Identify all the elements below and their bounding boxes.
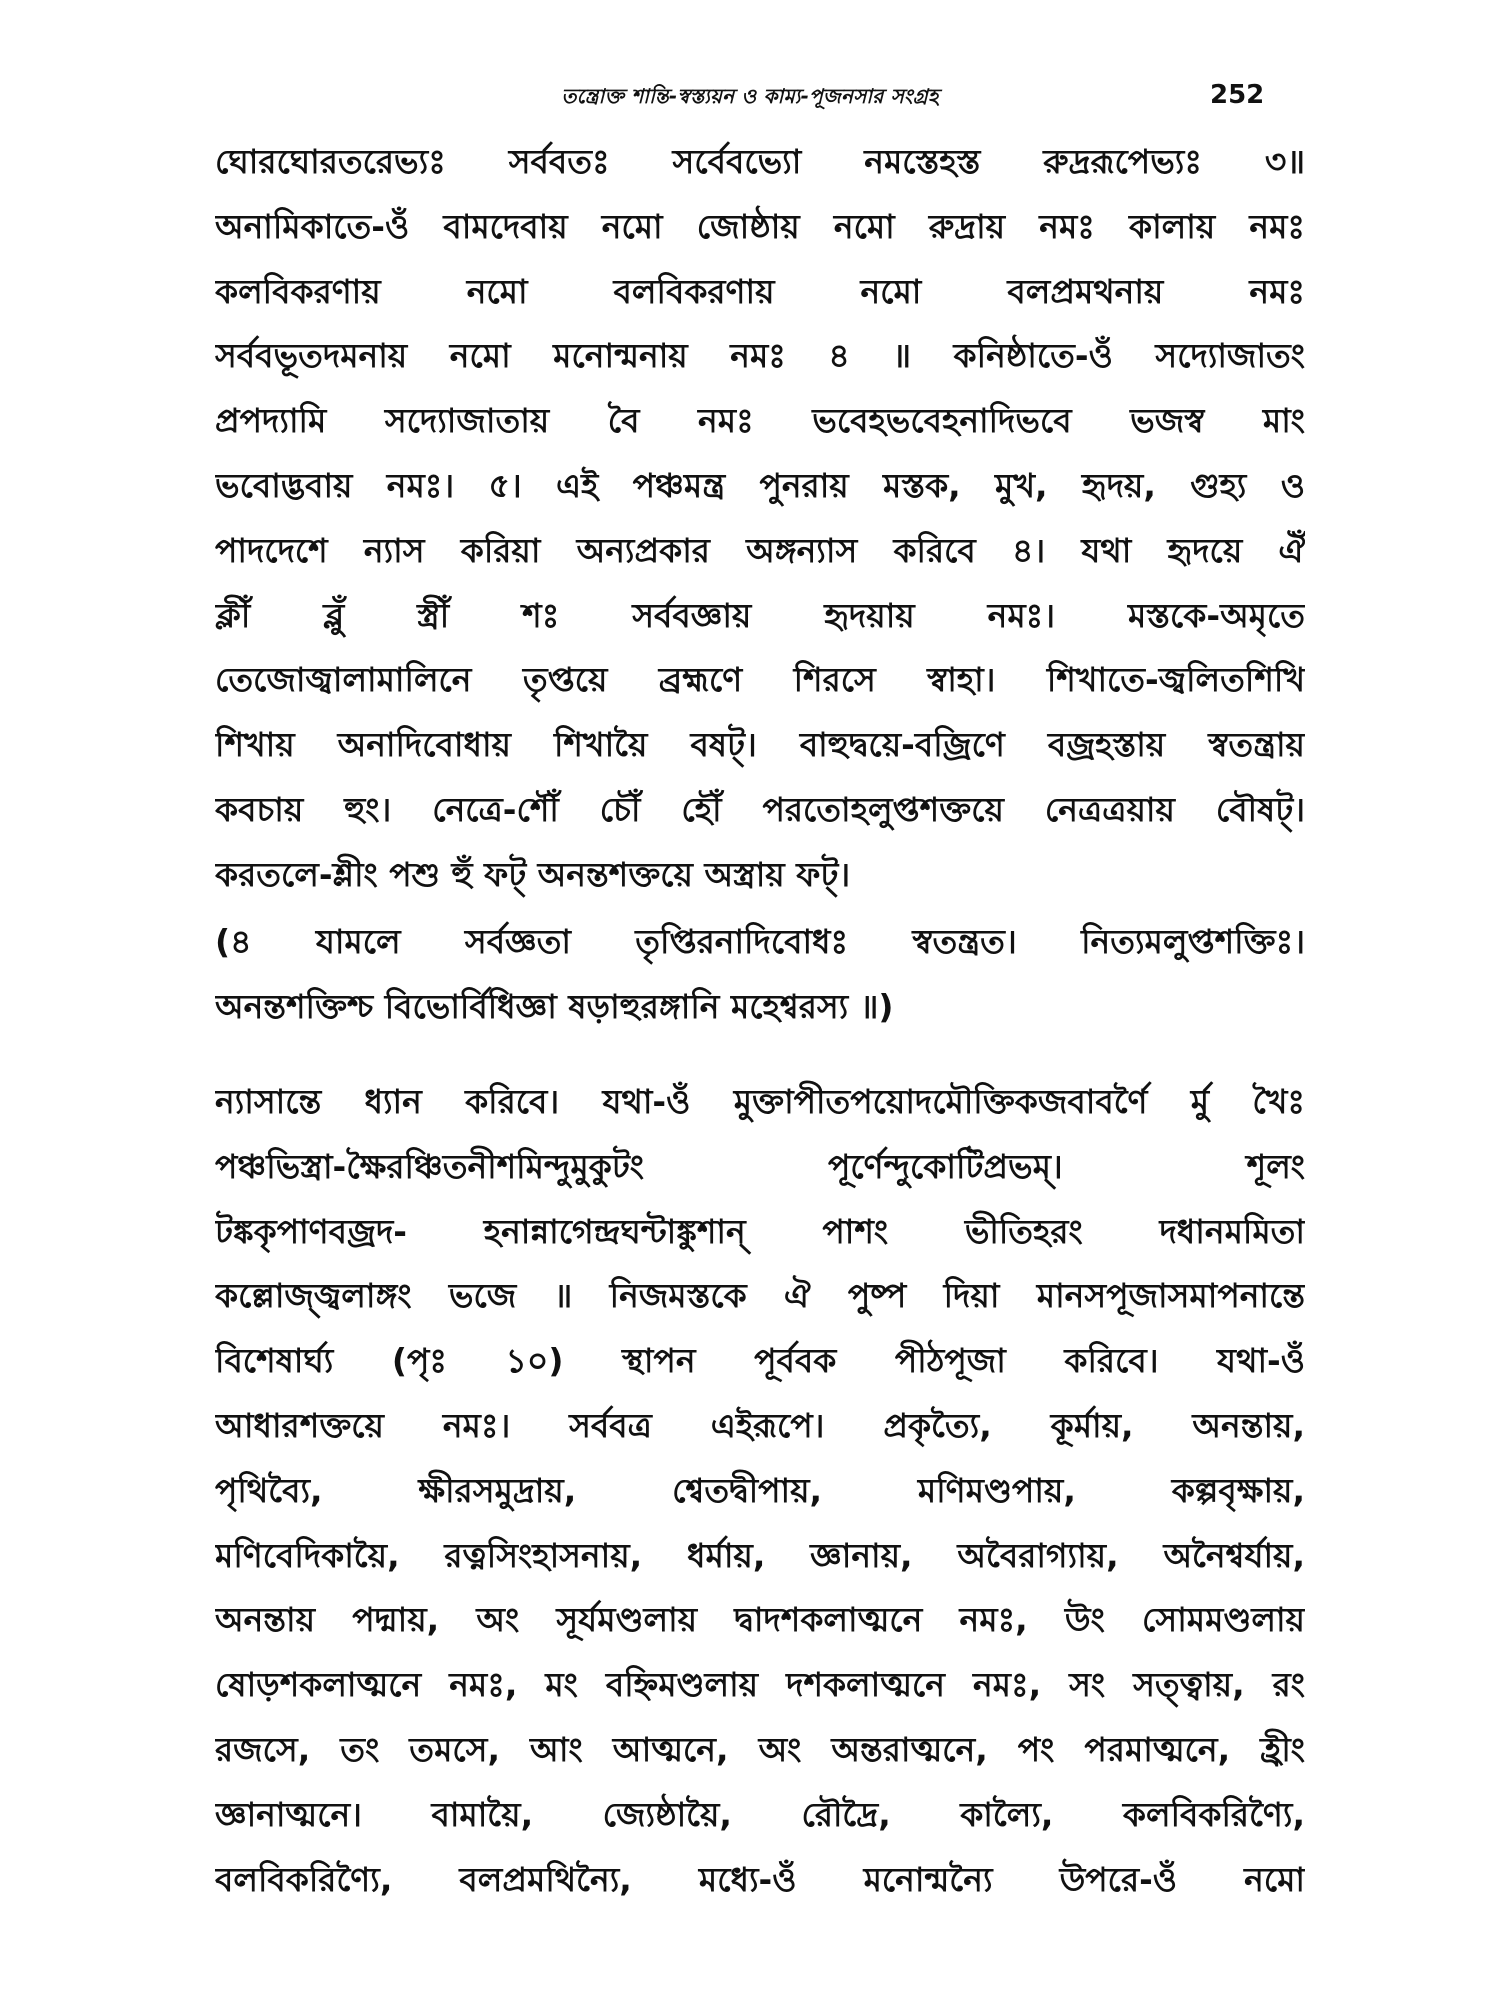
text-line: আধারশক্তয়ে নমঃ। সর্ববত্র এইরূপে। প্রকৃত্যৈ, কূর্মায়, অনন্তায়, [215,1405,1305,1445]
text-line: (৪ যামলে সর্বজ্ঞতা তৃপ্তিরনাদিবোধঃ স্বতন্ত্রত। নিত্যমলুপ্তশক্তিঃ। [215,922,1305,961]
text-line: কলবিকরণায় নমো বলবিকরণায় নমো বলপ্রমথনায় নমঃ [215,271,1305,311]
text-line: পাদদেশে ন্যাস করিয়া অন্যপ্রকার অঙ্গন্যাস করিবে ৪। যথা হৃদয়ে ঐঁ [215,530,1305,570]
paragraph-dhyana-pitha-puja [215,1070,1305,1912]
text-line: টঙ্ককৃপাণবজ্রদ- হনান্নাগেন্দ্রঘন্টাঙ্কুশান্ পাশং ভীতিহরং দধানমমিতা [215,1211,1305,1251]
text-line: অনামিকাতে-ওঁ বামদেবায় নমো জোষ্ঠায় নমো রুদ্রায় নমঃ কালায় নমঃ [215,206,1305,246]
text-line: মণিবেদিকায়ৈ, রত্নসিংহাসনায়, ধর্মায়, জ্ঞানায়, অবৈরাগ্যায়, অনৈশ্বর্যায়, [215,1535,1305,1575]
text-line: ন্যাসান্তে ধ্যান করিবে। যথা-ওঁ মুক্তাপীতপয়োদমৌক্তিকজবাবর্ণৈ র্মু খৈঃ [215,1082,1305,1121]
text-line: পঞ্চভিস্ত্রা-ক্ষৈরঞ্চিতনীশমিন্দুমুকুটং পূর্ণেন্দুকোটিপ্রভম্। শূলং [215,1146,1305,1186]
text-line: বিশেষার্ঘ্য (পৃঃ ১০) স্থাপন পূর্ববক পীঠপূজা করিবে। যথা-ওঁ [215,1341,1305,1381]
text-line: প্রপদ্যামি সদ্যোজাতায় বৈ নমঃ ভবেহভবেহনাদিভবে ভজস্ব মাং [215,401,1305,441]
text-line: বলবিকরিণ্যৈ, বলপ্রমথিন্যৈ, মধ্যে-ওঁ মনোন্মন্যৈ উপরে-ওঁ নমো [215,1859,1305,1899]
text-line: তেজোজ্বালামালিনে তৃপ্তয়ে ব্রহ্মণে শিরসে স্বাহা। শিখাতে-জ্বলিতশিখি [215,660,1305,700]
text-line: ঘোরঘোরতরেভ্যঃ সর্ববতঃ সর্বেবভ্যো নমস্তেহস্ত রুদ্ররূপেভ্যঃ ৩॥ [215,142,1305,181]
text-line: সর্ববভূতদমনায় নমো মনোন্মনায় নমঃ ৪ ॥ কনিষ্ঠাতে-ওঁ সদ্যোজাতং [215,336,1305,376]
text-line: কবচায় হুং। নেত্রে-শৌঁ চৌঁ হৌঁ পরতোহলুপ্তশক্তয়ে নেত্রত্রয়ায় বৌষট্। [215,789,1305,829]
text-line: জ্ঞানাত্মনে। বামায়ৈ, জ্যেষ্ঠায়ৈ, রৌদ্রৈ, কাল্যৈ, কলবিকরিণ্যৈ, [215,1794,1305,1834]
paragraph-footnote [215,910,1305,1040]
text-line: পৃথিব্যৈ, ক্ষীরসমুদ্রায়, শ্বেতদ্বীপায়, মণিমণ্ডপায়, কল্পবৃক্ষায়, [215,1470,1305,1510]
text-line: করতলে-শ্লীং পশু হুঁ ফট্ অনন্তশক্তয়ে অস্ত্রায় ফট্। [215,854,851,894]
text-line: অনন্তশক্তিশ্চ বিভোর্বিধিজ্ঞা ষড়াহুরঙ্গানি মহেশ্বরস্য ॥) [215,986,894,1026]
page-number: 252 [1210,80,1265,110]
text-line: রজসে, তং তমসে, আং আত্মনে, অং অন্তরাত্মনে, পং পরমাত্মনে, হ্রীং [215,1729,1305,1769]
text-line: ষোড়শকলাত্মনে নমঃ, মং বহ্নিমণ্ডলায় দশকলাত্মনে নমঃ, সং সত্ত্বায়, রং [215,1665,1305,1705]
text-line: শিখায় অনাদিবোধায় শিখায়ৈ বষট্। বাহুদ্বয়ে-বজ্রিণে বজ্রহস্তায় স্বতন্ত্রায় [215,725,1305,765]
paragraph-nyasa-mantras [215,130,1305,908]
text-line: অনন্তায় পদ্মায়, অং সূর্যমণ্ডলায় দ্বাদশকলাত্মনে নমঃ, উং সোমমণ্ডলায় [215,1600,1305,1640]
text-line: কল্লোজ্জ্বলাঙ্গং ভজে ॥ নিজমস্তকে ঐ পুষ্প দিয়া মানসপূজাসমাপনান্তে [215,1276,1305,1316]
text-line: ভবোদ্ভবায় নমঃ। ৫। এই পঞ্চমন্ত্র পুনরায় মস্তক, মুখ, হৃদয়, গুহ্য ও [215,465,1305,505]
running-header: তন্ত্রোক্ত শান্তি-স্বস্ত্যয়ন ও কাম্য-পূজনসার সংগ্রহ [561,84,939,108]
text-line: ক্লীঁ ব্লুঁ স্ত্রীঁ শঃ সর্ববজ্ঞায় হৃদয়ায় নমঃ। মস্তকে-অমৃতে [215,595,1305,635]
